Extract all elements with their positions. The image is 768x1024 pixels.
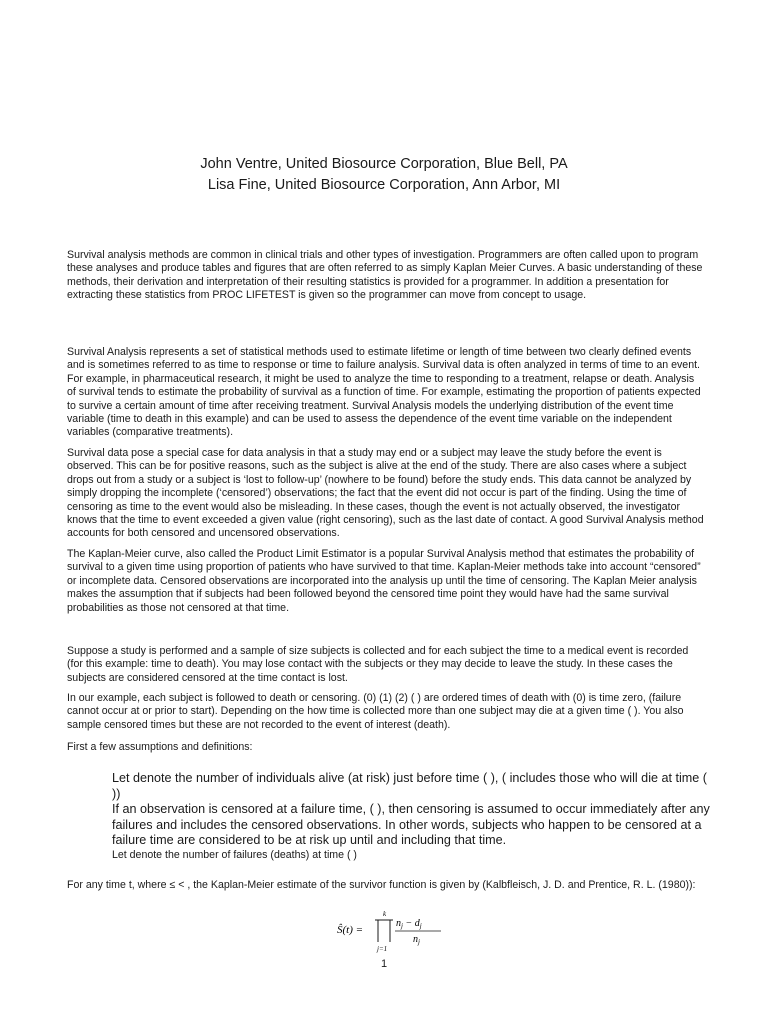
author-block (0, 154, 768, 196)
intro-paragraph-2: Survival data pose a special case for data analysis in that a study may end or a subject may leave the study before the event is observed. This can be for positive reasons, such as the subject is alive at the end of the study. There are also cases where a subject drops out from a study or a subject is ‘lost to follow-up’ (nowhere to be found) before the study ends. This data cannot be analyzed by simply dropping the incomplete (‘censored’) observations; the fact that the event did not occur is part of the finding. Using the time of censoring as time to the event would also be misleading. In these cases, though the event is not actually observed, the investigator knows that the time to event exceeded a given value (right censoring), such as the last date of contact. A good Survival Analysis method accounts for both censored and uncensored observations. (67, 447, 704, 540)
formula-lhs: Ŝ(t) = (337, 924, 364, 936)
definition-at-risk: Let denote the number of individuals alive (at risk) just before time ( ), ( includes those who will die at time ( )) (112, 771, 707, 801)
intro-paragraph-1: Survival Analysis represents a set of statistical methods used to estimate lifetime or length of time between two clearly defined events and is sometimes referred to as time to response or time to failure analysis. Survival data is often analyzed in terms of time to an event. For example, in pharmaceutical research, it might be used to analyze the time to responding to a treatment, relapse or death. Analysis of survival tends to estimate the probability of survival as a function of time. For example, estimating the proportion of patients expected to survive a certain amount of time after receiving treatment. Survival Analysis models the underlying distribution of the event time variable (time to death in this example) and can be used to assess the dependence of the event time variable on the independent variables (comparative treatments). (67, 346, 701, 439)
abstract-paragraph: Survival analysis methods are common in clinical trials and other types of investigation. Programmers are often called upon to program these analyses and produce tables and figures that are often referred to as simply Kaplan Meier Curves. A basic understanding of these methods, their derivation and interpretation of their resulting statistics is provided for a programmer. In addition a presentation for extracting these statistics from PROC LIFETEST is given so the programmer can move from concept to usage. (67, 249, 703, 302)
km-survival-formula (335, 906, 445, 954)
method-paragraph-2: In our example, each subject is followed to death or censoring. (0) (1) (2) ( ) are ordered times of death with (0) is time zero, (failure cannot occur at or prior to start). Depending on the how time is collected more than one subject may die at a given time ( ). You also sample censored times but these are not recorded to the event of interest (death). (67, 692, 684, 731)
author-line-2: Lisa Fine, United Biosource Corporation, Ann Arbor, MI (207, 177, 561, 193)
definition-failures: Let denote the number of failures (deaths) at time ( ) (112, 849, 357, 861)
formula-denominator: $n_j$ (413, 934, 420, 946)
author-line-1: John Ventre, United Biosource Corporation, Blue Bell, PA (200, 156, 568, 172)
formula-lower-limit: j=1 (377, 945, 388, 953)
page-number: 1 (380, 958, 388, 970)
definition-censoring: If an observation is censored at a failure time, ( ), then censoring is assumed to occur immediately after any failures and includes the censored observations. In other words, subjects who happen to be censored at a failure time are considered to be at risk up until and including that time. (112, 802, 710, 848)
product-symbol (375, 920, 393, 942)
method-paragraph-1: Suppose a study is performed and a sample of size subjects is collected and for each subject the time to a medical event is recorded (for this example: time to death). You may lose contact with the subjects or they may decide to leave the study. In these cases the subjects are considered censored at the time contact is lost. (67, 645, 689, 684)
km-estimate-intro: For any time t, where ≤ < , the Kaplan-Meier estimate of the survivor function is given by (Kalbfleisch, J. D. and Prentice, R. L. (1980)): (67, 879, 696, 891)
intro-paragraph-3: The Kaplan-Meier curve, also called the Product Limit Estimator is a popular Survival Analysis method that estimates the probability of survival to a given time using proportion of patients who have survived to that time. Kaplan-Meier methods take into account “censored” or incomplete data. Censored observations are incorporated into the analysis up until the time of censoring. The Kaplan Meier analysis makes the assumption that if subjects had been followed beyond the censored time point they would have had the same survival probabilities as those not censored at that time. (67, 548, 701, 614)
formula-upper-limit: k (383, 910, 387, 918)
formula-numerator: $n_j - d_j$ (396, 918, 422, 930)
method-paragraph-3: First a few assumptions and definitions: (67, 741, 253, 753)
